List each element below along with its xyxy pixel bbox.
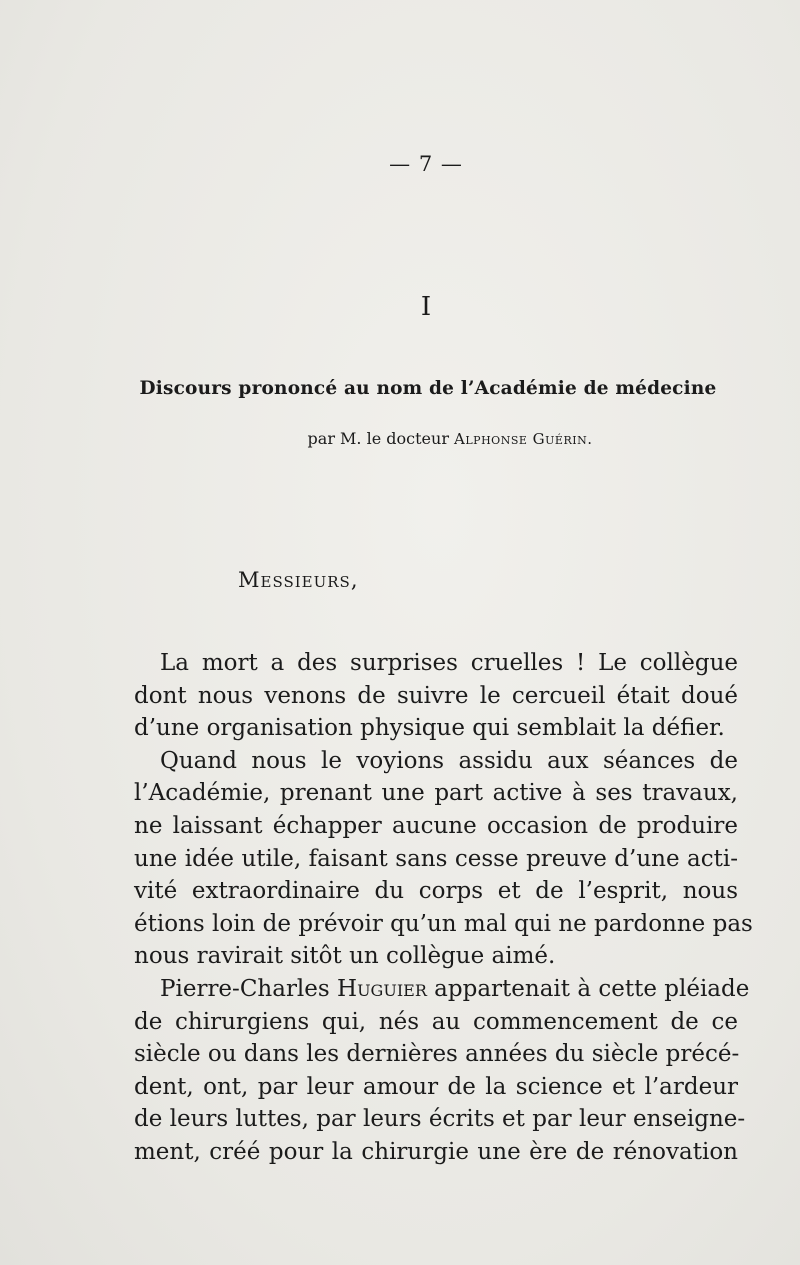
text-line: dont nous venons de suivre le cercueil était doué <box>134 682 738 709</box>
text-line: La mort a des surprises cruelles ! Le collègue <box>160 650 738 676</box>
text-line: Quand nous le voyions assidu aux séances de <box>160 747 738 774</box>
text-line: l’Académie, prenant une part active à ses travaux, <box>134 780 738 807</box>
text-line: d’une organisation physique qui semblait la défier. <box>134 715 725 742</box>
text-fragment: appartenait à cette pléiade <box>426 975 750 1002</box>
surname: Huguier <box>337 975 427 1002</box>
byline-prefix: par M. le docteur <box>307 429 455 448</box>
text-line: de chirurgiens qui, nés au commencement de ce <box>134 1008 738 1035</box>
byline <box>200 429 700 448</box>
text-fragment: Pierre-Charles <box>160 975 338 1002</box>
text-line: une idée utile, faisant sans cesse preuve d’une acti- <box>134 845 738 872</box>
body-text <box>134 647 753 1169</box>
text-line: nous ravirait sitôt un collègue aimé. <box>134 943 556 970</box>
text-line: dent, ont, par leur amour de la science et l’ardeur <box>134 1073 738 1100</box>
salutation: Messieurs, <box>238 568 359 592</box>
text-line: de leurs luttes, par leurs écrits et par leur enseigne- <box>134 1106 746 1133</box>
page-number: — 7 — <box>389 152 463 176</box>
text-line: étions loin de prévoir qu’un mal qui ne pardonne pas <box>134 910 753 937</box>
text-line <box>134 973 750 1006</box>
text-line: ment, créé pour la chirurgie une ère de rénovation <box>134 1138 738 1165</box>
text-line: siècle ou dans les dernières années du siècle précé- <box>134 1041 740 1068</box>
text-line: vité extraordinaire du corps et de l’esprit, nous <box>134 878 738 905</box>
section-title: Discours prononcé au nom de l’Académie de médecine <box>139 378 717 399</box>
text-line: ne laissant échapper aucune occasion de produire <box>134 812 738 839</box>
author-name: Alphonse Guérin. <box>454 430 593 448</box>
section-numeral: I <box>420 292 432 322</box>
